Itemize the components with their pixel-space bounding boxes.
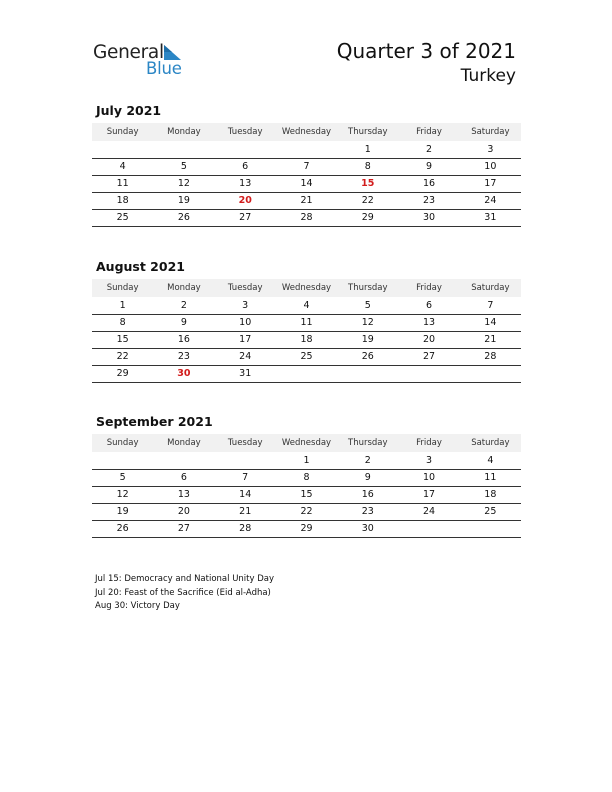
- holiday-note: Aug 30: Victory Day: [95, 601, 180, 612]
- day-cell: 2: [337, 452, 398, 469]
- day-cell: [92, 452, 153, 469]
- day-cell: 5: [92, 469, 153, 486]
- day-cell: 3: [460, 141, 521, 158]
- weekday-header: Tuesday: [215, 434, 276, 452]
- day-cell: 4: [460, 452, 521, 469]
- day-cell: 12: [337, 314, 398, 331]
- day-cell: 9: [398, 158, 459, 175]
- day-cell: [398, 365, 459, 382]
- week-row: [92, 192, 521, 209]
- day-cell: 2: [398, 141, 459, 158]
- day-cell: 7: [215, 469, 276, 486]
- country-name: Turkey: [460, 66, 516, 86]
- day-cell: 15: [276, 486, 337, 503]
- day-cell: 27: [398, 348, 459, 365]
- weekday-header: Wednesday: [276, 279, 337, 297]
- weekday-header: Thursday: [337, 123, 398, 141]
- generalblue-logo: [93, 42, 193, 82]
- day-cell: 26: [337, 348, 398, 365]
- day-cell: 29: [92, 365, 153, 382]
- day-cell: 17: [398, 486, 459, 503]
- week-row: [92, 486, 521, 503]
- week-row: [92, 158, 521, 175]
- weekday-header-row: [92, 279, 521, 297]
- day-cell: [398, 520, 459, 537]
- day-cell: 11: [92, 175, 153, 192]
- day-cell: 4: [92, 158, 153, 175]
- logo-word-blue: Blue: [146, 59, 182, 78]
- day-cell: 11: [276, 314, 337, 331]
- day-cell: 28: [460, 348, 521, 365]
- day-cell: 21: [276, 192, 337, 209]
- weekday-header: Sunday: [92, 279, 153, 297]
- day-cell: [92, 141, 153, 158]
- week-row: [92, 331, 521, 348]
- day-cell: 20: [153, 503, 214, 520]
- day-cell: 15: [92, 331, 153, 348]
- day-cell: [337, 365, 398, 382]
- weekday-header-row: [92, 123, 521, 141]
- weekday-header: Monday: [153, 123, 214, 141]
- holiday-notes: [95, 573, 274, 614]
- week-row: [92, 520, 521, 537]
- day-cell: 25: [276, 348, 337, 365]
- weekday-header: Wednesday: [276, 123, 337, 141]
- day-cell: 8: [337, 158, 398, 175]
- day-cell: 23: [398, 192, 459, 209]
- day-cell: 20: [215, 192, 276, 209]
- day-cell: 17: [460, 175, 521, 192]
- day-cell: 25: [460, 503, 521, 520]
- month-title: July 2021: [96, 103, 162, 118]
- day-cell: [460, 520, 521, 537]
- day-cell: 31: [460, 209, 521, 226]
- day-cell: 29: [276, 520, 337, 537]
- day-cell: 22: [337, 192, 398, 209]
- day-cell: 14: [276, 175, 337, 192]
- day-cell: [276, 141, 337, 158]
- day-cell: 12: [153, 175, 214, 192]
- week-row: [92, 141, 521, 158]
- day-cell: 31: [215, 365, 276, 382]
- day-cell: 19: [337, 331, 398, 348]
- month-calendar: [92, 279, 521, 383]
- weekday-header: Sunday: [92, 123, 153, 141]
- day-cell: 18: [460, 486, 521, 503]
- month-title: August 2021: [96, 259, 185, 274]
- day-cell: 21: [460, 331, 521, 348]
- day-cell: 24: [398, 503, 459, 520]
- day-cell: 22: [276, 503, 337, 520]
- day-cell: [153, 452, 214, 469]
- holiday-note: Jul 15: Democracy and National Unity Day: [95, 574, 275, 584]
- day-cell: 30: [153, 365, 214, 382]
- day-cell: 1: [276, 452, 337, 469]
- day-cell: 26: [153, 209, 214, 226]
- month-block-july: [92, 103, 521, 227]
- day-cell: 21: [215, 503, 276, 520]
- weekday-header: Friday: [398, 434, 459, 452]
- day-cell: [215, 141, 276, 158]
- day-cell: 22: [92, 348, 153, 365]
- day-cell: [215, 452, 276, 469]
- day-cell: 10: [460, 158, 521, 175]
- day-cell: 8: [92, 314, 153, 331]
- day-cell: 16: [337, 486, 398, 503]
- day-cell: 15: [337, 175, 398, 192]
- day-cell: [460, 365, 521, 382]
- day-cell: 1: [337, 141, 398, 158]
- day-cell: 6: [215, 158, 276, 175]
- day-cell: 5: [153, 158, 214, 175]
- month-title: September 2021: [96, 414, 213, 429]
- day-cell: 27: [215, 209, 276, 226]
- day-cell: 3: [215, 297, 276, 314]
- day-cell: [153, 141, 214, 158]
- day-cell: 28: [276, 209, 337, 226]
- weekday-header: Saturday: [460, 279, 521, 297]
- day-cell: 16: [398, 175, 459, 192]
- day-cell: 17: [215, 331, 276, 348]
- week-row: [92, 365, 521, 382]
- logo-word-general: General: [93, 42, 164, 63]
- weekday-header: Sunday: [92, 434, 153, 452]
- day-cell: 5: [337, 297, 398, 314]
- weekday-header: Thursday: [337, 434, 398, 452]
- day-cell: 20: [398, 331, 459, 348]
- week-row: [92, 314, 521, 331]
- week-row: [92, 452, 521, 469]
- day-cell: 13: [398, 314, 459, 331]
- week-row: [92, 469, 521, 486]
- day-cell: 19: [92, 503, 153, 520]
- holiday-note: Jul 20: Feast of the Sacrifice (Eid al-Adha): [95, 587, 271, 598]
- day-cell: 10: [215, 314, 276, 331]
- day-cell: 1: [92, 297, 153, 314]
- day-cell: 6: [153, 469, 214, 486]
- week-row: [92, 297, 521, 314]
- day-cell: 4: [276, 297, 337, 314]
- weekday-header: Saturday: [460, 434, 521, 452]
- day-cell: 30: [398, 209, 459, 226]
- weekday-header: Wednesday: [276, 434, 337, 452]
- day-cell: 23: [337, 503, 398, 520]
- day-cell: 6: [398, 297, 459, 314]
- month-block-august: [92, 259, 521, 383]
- day-cell: 7: [276, 158, 337, 175]
- week-row: [92, 209, 521, 226]
- day-cell: 27: [153, 520, 214, 537]
- day-cell: 24: [460, 192, 521, 209]
- day-cell: 18: [92, 192, 153, 209]
- month-calendar: [92, 434, 521, 538]
- day-cell: 14: [215, 486, 276, 503]
- day-cell: 12: [92, 486, 153, 503]
- day-cell: 30: [337, 520, 398, 537]
- page-title: Quarter 3 of 2021: [336, 39, 516, 63]
- day-cell: 7: [460, 297, 521, 314]
- weekday-header: Friday: [398, 279, 459, 297]
- weekday-header: Tuesday: [215, 279, 276, 297]
- day-cell: 26: [92, 520, 153, 537]
- day-cell: 13: [153, 486, 214, 503]
- day-cell: 11: [460, 469, 521, 486]
- day-cell: 24: [215, 348, 276, 365]
- day-cell: 16: [153, 331, 214, 348]
- day-cell: 18: [276, 331, 337, 348]
- day-cell: 29: [337, 209, 398, 226]
- weekday-header: Monday: [153, 279, 214, 297]
- day-cell: 8: [276, 469, 337, 486]
- day-cell: 2: [153, 297, 214, 314]
- day-cell: 28: [215, 520, 276, 537]
- week-row: [92, 348, 521, 365]
- weekday-header: Thursday: [337, 279, 398, 297]
- day-cell: 14: [460, 314, 521, 331]
- weekday-header: Saturday: [460, 123, 521, 141]
- day-cell: 9: [153, 314, 214, 331]
- week-row: [92, 175, 521, 192]
- day-cell: 3: [398, 452, 459, 469]
- day-cell: [276, 365, 337, 382]
- day-cell: 19: [153, 192, 214, 209]
- day-cell: 9: [337, 469, 398, 486]
- weekday-header: Tuesday: [215, 123, 276, 141]
- day-cell: 23: [153, 348, 214, 365]
- day-cell: 10: [398, 469, 459, 486]
- weekday-header-row: [92, 434, 521, 452]
- month-calendar: [92, 123, 521, 227]
- weekday-header: Monday: [153, 434, 214, 452]
- day-cell: 25: [92, 209, 153, 226]
- week-row: [92, 503, 521, 520]
- month-block-september: [92, 414, 521, 538]
- weekday-header: Friday: [398, 123, 459, 141]
- day-cell: 13: [215, 175, 276, 192]
